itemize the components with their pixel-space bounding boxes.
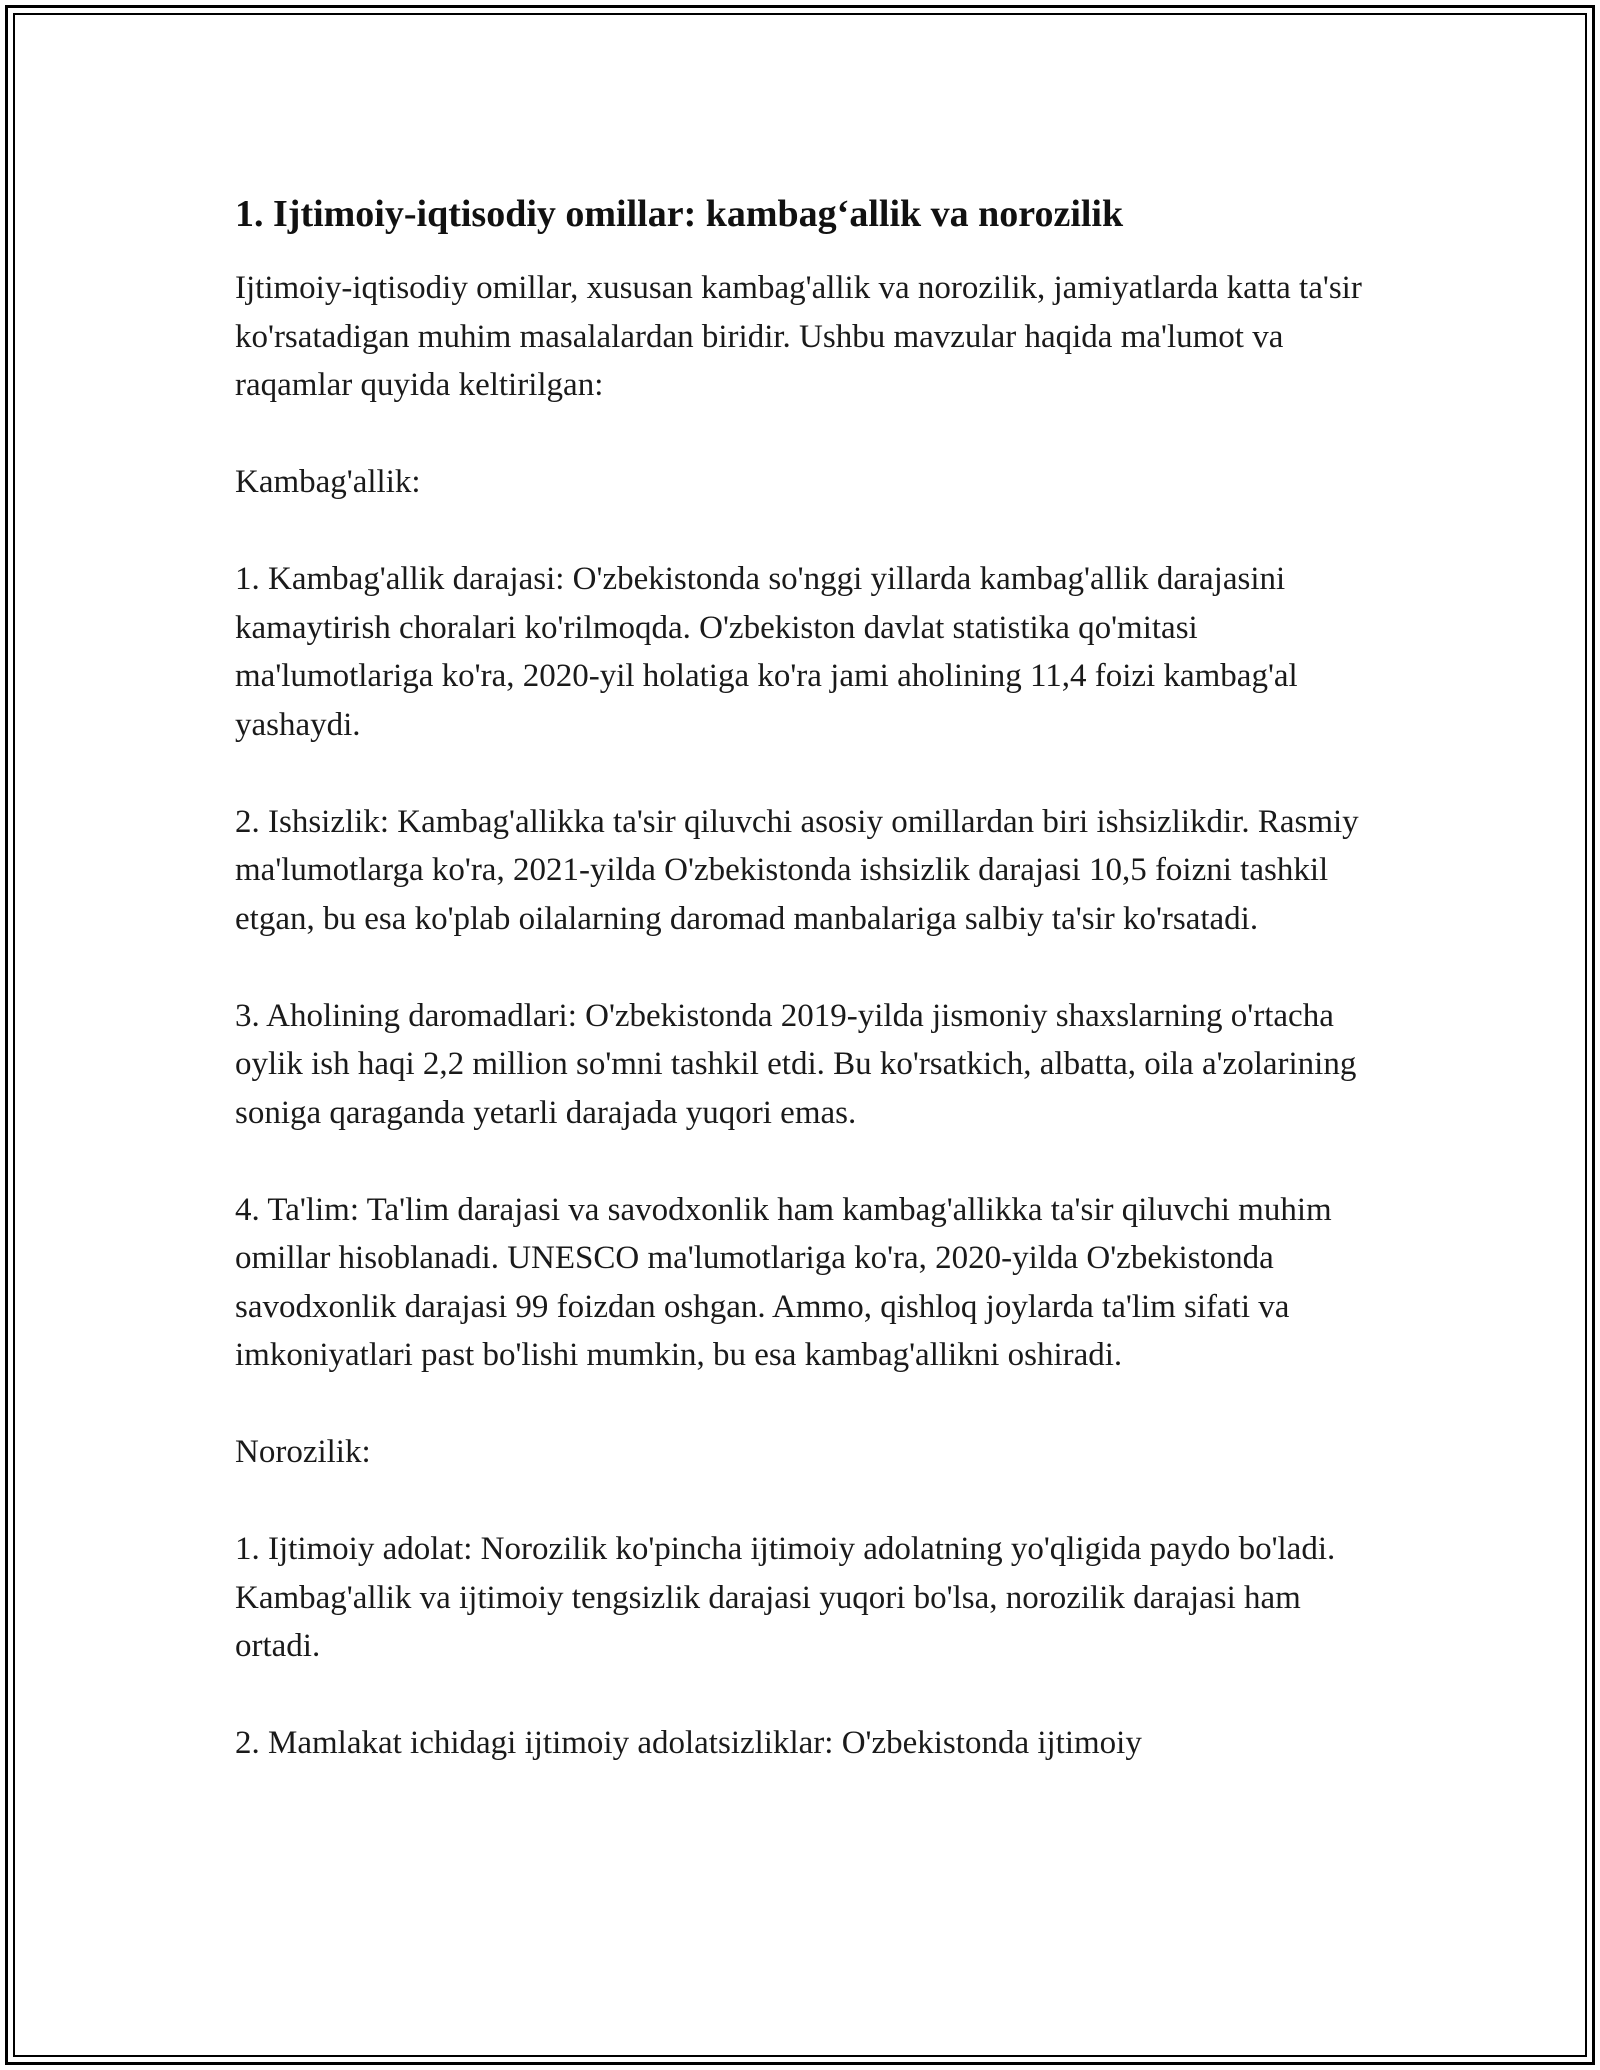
list-item-talim: 4. Ta'lim: Ta'lim darajasi va savodxonlik ham kambag'allikka ta'sir qiluvchi muhim omillar hisoblanadi. UNESCO ma'lumotlariga ko'ra, 2020-yilda O'zbekistonda savodxonlik darajasi 99 foizdan oshgan. Ammo, qishloq joylarda ta'lim sifati va imkoniyatlari past bo'lishi mumkin, bu esa kambag'allikni oshiradi.	[235, 1191, 1340, 1373]
section-heading-kambagallik: Kambag'allik:	[235, 464, 421, 500]
list-item-kambagallik-darajasi: 1. Kambag'allik darajasi: O'zbekistonda so'nggi yillarda kambag'allik darajasini kamaytirish choralari ko'rilmoqda. O'zbekiston davlat statistika qo'mitasi ma'lumotlariga ko'ra, 2020-yil holatiga ko'ra jami aholining 11,4 foizi kambag'al yashaydi.	[235, 561, 1306, 743]
list-item-adolatsizliklar: 2. Mamlakat ichidagi ijtimoiy adolatsizliklar: O'zbekistonda ijtimoiy	[235, 1725, 1142, 1761]
list-item-ishsizlik: 2. Ishsizlik: Kambag'allikka ta'sir qiluvchi asosiy omillardan biri ishsizlikdir. Rasmiy ma'lumotlarga ko'ra, 2021-yilda O'zbekistonda ishsizlik darajasi 10,5 foizni tashkil etgan, bu esa ko'plab oilalarning daromad manbalariga salbiy ta'sir ko'rsatadi.	[235, 803, 1367, 937]
document-title: 1. Ijtimoiy-iqtisodiy omillar: kambag‘allik va norozilik	[235, 193, 1124, 235]
list-item-ijtimoiy-adolat: 1. Ijtimoiy adolat: Norozilik ko'pincha ijtimoiy adolatning yo'qligida paydo bo'ladi. Kambag'allik va ijtimoiy tengsizlik darajasi yuqori bo'lsa, norozilik darajasi ham ortadi.	[235, 1531, 1344, 1664]
document-body	[235, 190, 1375, 1768]
intro-paragraph: Ijtimoiy-iqtisodiy omillar, xususan kambag'allik va norozilik, jamiyatlarda katta ta'sir ko'rsatadigan muhim masalalardan biridir. Ushbu mavzular haqida ma'lumot va raqamlar quyida keltirilgan:	[235, 270, 1371, 403]
list-item-aholining-daromadlari: 3. Aholining daromadlari: O'zbekistonda 2019-yilda jismoniy shaxslarning o'rtacha oylik ish haqi 2,2 million so'mni tashkil etdi. Bu ko'rsatkich, albatta, oila a'zolarining soniga qaraganda yetarli darajada yuqori emas.	[235, 997, 1365, 1131]
section-heading-norozilik: Norozilik:	[235, 1434, 371, 1470]
